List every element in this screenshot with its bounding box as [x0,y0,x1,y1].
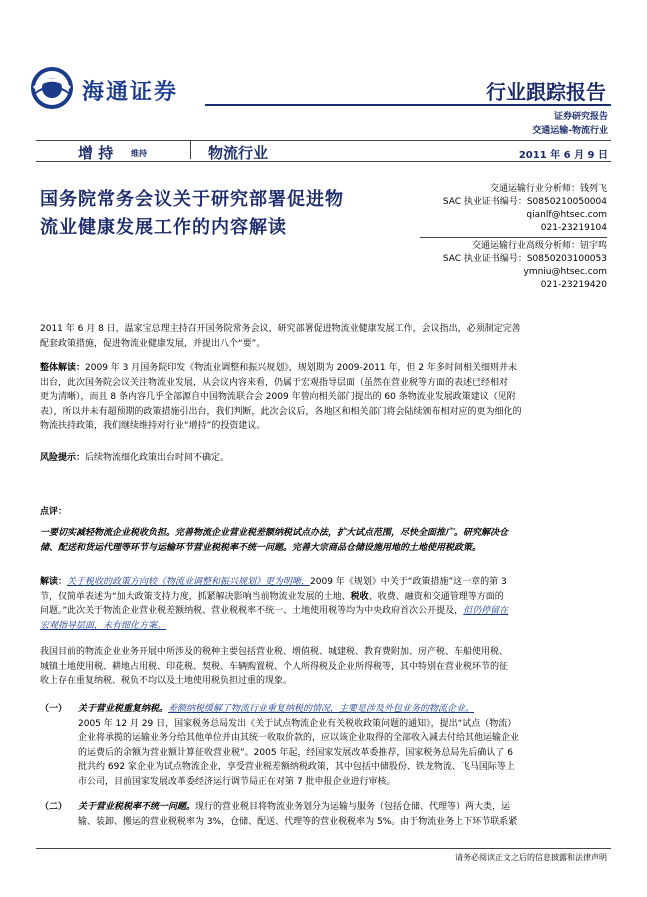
tax-line: 我国目前的物流企业业务开展中所涉及的税种主要包括营业税、增值税、城建税、教育费附加、房产税、车船使用税、 [40,647,509,657]
analyst-2-phone: 021-23219420 [540,280,607,290]
analyst-1-sac: SAC 执业证书编号：S0850210050004 [442,197,607,207]
analyst-1-role: 交通运输行业分析师：钱列飞 [489,184,607,194]
report-title-line-2: 流业健康发展工作的内容解读 [40,217,287,238]
overall-line: 更为清晰），而且 8 条内容几乎全部源自中国物流联合会 2009 年曾向相关部门提出的 60 条物流业发展政策建议（见附 [40,392,516,402]
section-1-line: 市公司，目前国家发展改革委经济运行调节局正在对第 7 批申报企业进行审核。 [78,776,396,787]
section-1-heading: 关于营业税重复纳税。 [78,704,169,714]
section-1-highlight: 差额纳税缓解了物流行业重复纳税的情况，主要是涉及外包业务的物流企业。 [168,704,475,714]
section-2-number: （二） [40,802,68,812]
point-1-line: 一要切实减轻物流企业税收负担。完善物流企业营业税差额纳税试点办法，扩大试点范围，尽快全面推广。研究解决仓 [40,528,509,538]
tax-line: 城镇土地使用税、耕地占用税、印花税、契税、车辆购置税、个人所得税及企业所得税等，其中特别在营业税环节的征 [40,661,509,672]
analysis-highlight: 宏观指导层面，未有细化方案。 [40,620,167,631]
analyst-2-sac: SAC 执业证书编号：S0850203100053 [442,254,607,264]
report-title-line-1: 国务院常务会议关于研究部署促进物 [40,189,344,210]
section-1-number: （一） [40,704,68,714]
risk-label: 风险提示： [40,453,86,463]
section-1-line: 批共约 692 家企业为试点物流企业，享受营业税差额纳税政策，其中包括中储股份、铁龙物流、飞马国际等上 [78,762,515,772]
tax-line: 收上存在重复纳税、税负不均以及土地使用税负担过重的现象。 [40,676,293,686]
header-rule [205,104,611,106]
analysis-paragraph [40,575,607,633]
analysis-text: 问题。”此次关于物流企业营业税差额纳税、营业税税率不统一、土地使用税等均为中央政府首次公开提及， [40,606,464,616]
analyst-1-phone: 021-23219104 [540,223,607,233]
section-1-body [78,702,607,789]
analysis-text: 、收费、融资和交通管理等方面的 [368,591,504,602]
overall-paragraph [40,361,607,434]
analysis-label: 解读： [40,577,68,587]
comment-label: 点评： [40,507,68,517]
logo [30,66,200,110]
risk-text: 后续物流细化政策出台时间不确定。 [85,453,230,463]
logo-text: 海通证券 [82,79,179,105]
logo-emblem-icon [30,66,74,110]
overall-line: 2009 年 3 月国务院印发《物流业调整和振兴规划》，规划期为 2009-2011 年，但 2 年多时间相关细则并未 [85,363,517,373]
dept-line-2: 交通运输-物流行业 [532,126,608,136]
section-2-line: 输、装卸、搬运的营业税税率为 3%，仓储、配送、代理等的营业税税率为 5%。由于物流业务上下环节联系紧 [78,816,518,827]
footer-rule [36,848,611,849]
rating-sub: 维持 [131,149,147,158]
rating-top-rule [36,140,611,141]
footer-disclaimer: 请务必阅读正文之后的信息披露和法律声明 [455,853,607,862]
report-type: 行业跟踪报告 [486,80,606,104]
analyst-2-role: 交通运输行业高级分析师：钮宇鸣 [471,241,607,251]
section-2-line: 现行的营业税目将物流业务划分为运输与服务（包括仓储、代理等）两大类，运 [195,802,511,812]
intro-paragraph [40,322,607,351]
analyst-1 [377,183,607,235]
point-1-line: 储、配送和货运代理等环节与运输环节营业税税率不统一问题。完善大宗商品仓储设施用地的土地使用税政策。 [40,542,482,553]
analysis-text: 2009 年《规划》中关于“政策措施”这一章的第 3 [310,577,507,587]
section-1-line: 企业将承揽的运输业务分给其他单位并由其统一收取价款的，应以该企业取得的全部收入减去付给其他运输企业 [78,733,520,743]
section-2-body [78,800,607,829]
tax-paragraph [40,645,607,689]
analysis-highlight: 关于税收的政策方向较《物流业调整和振兴规划》更为明晰， [67,577,311,587]
report-date: 2011 年 6 月 9 日 [518,150,608,161]
industry-label: 物流行业 [208,144,269,162]
rating-bottom-rule [36,161,611,162]
intro-line: 配套政策措施，促进物流业健康发展，并提出八个“要”。 [40,338,266,349]
analysis-emphasis: 税收 [350,591,369,602]
section-1-line: 的运费后的余额为营业额计算征收营业税”。2005 年起，经国家发展改革委推荐，国家税务总局先后确认了 6 [78,747,514,758]
rating-divider [190,141,191,159]
analyst-divider [420,237,607,238]
overall-line: 表），所以并未有超预期的政策措施引出台，我们判断，此次会议后，各地区和相关部门将会陆续颁布相对应的更为细化的 [40,406,522,417]
analysis-text: 节，仅简单表述为“加大政策支持力度，抓紧解决影响当前物流业发展的土地、 [40,591,351,602]
analysis-highlight: 但仍停留在 [463,606,509,616]
rating-label: 增 持 [78,144,114,162]
dept-line-1: 证券研究报告 [553,112,608,122]
analyst-2-email[interactable]: ymniu@htsec.com [523,267,607,277]
intro-line: 2011 年 6 月 8 日，温家宝总理主持召开国务院常务会议，研究部署促进物流业健康发展工作，会议指出，必须制定完善 [40,324,521,334]
analyst-2 [377,240,607,292]
point-1 [40,526,607,555]
section-1-line: 2005 年 12 月 29 日，国家税务总局发出《关于试点物流企业有关税收政策问题的通知》，提出“试点（物流） [78,718,517,729]
analyst-1-email[interactable]: qianlf@htsec.com [526,210,607,220]
section-2-heading: 关于营业税税率不统一问题。 [78,802,196,812]
overall-line: 物流扶持政策，我们继续维持对行业“增持”的投资建议。 [40,421,266,431]
overall-line: 出台，此次国务院会议关注物流业发展，从会议内容来看，仍属于宏观指导层面（虽然在营业税等方面的表述已经相对 [40,377,509,388]
overall-label: 整体解读： [40,363,86,373]
risk-paragraph [40,451,607,466]
